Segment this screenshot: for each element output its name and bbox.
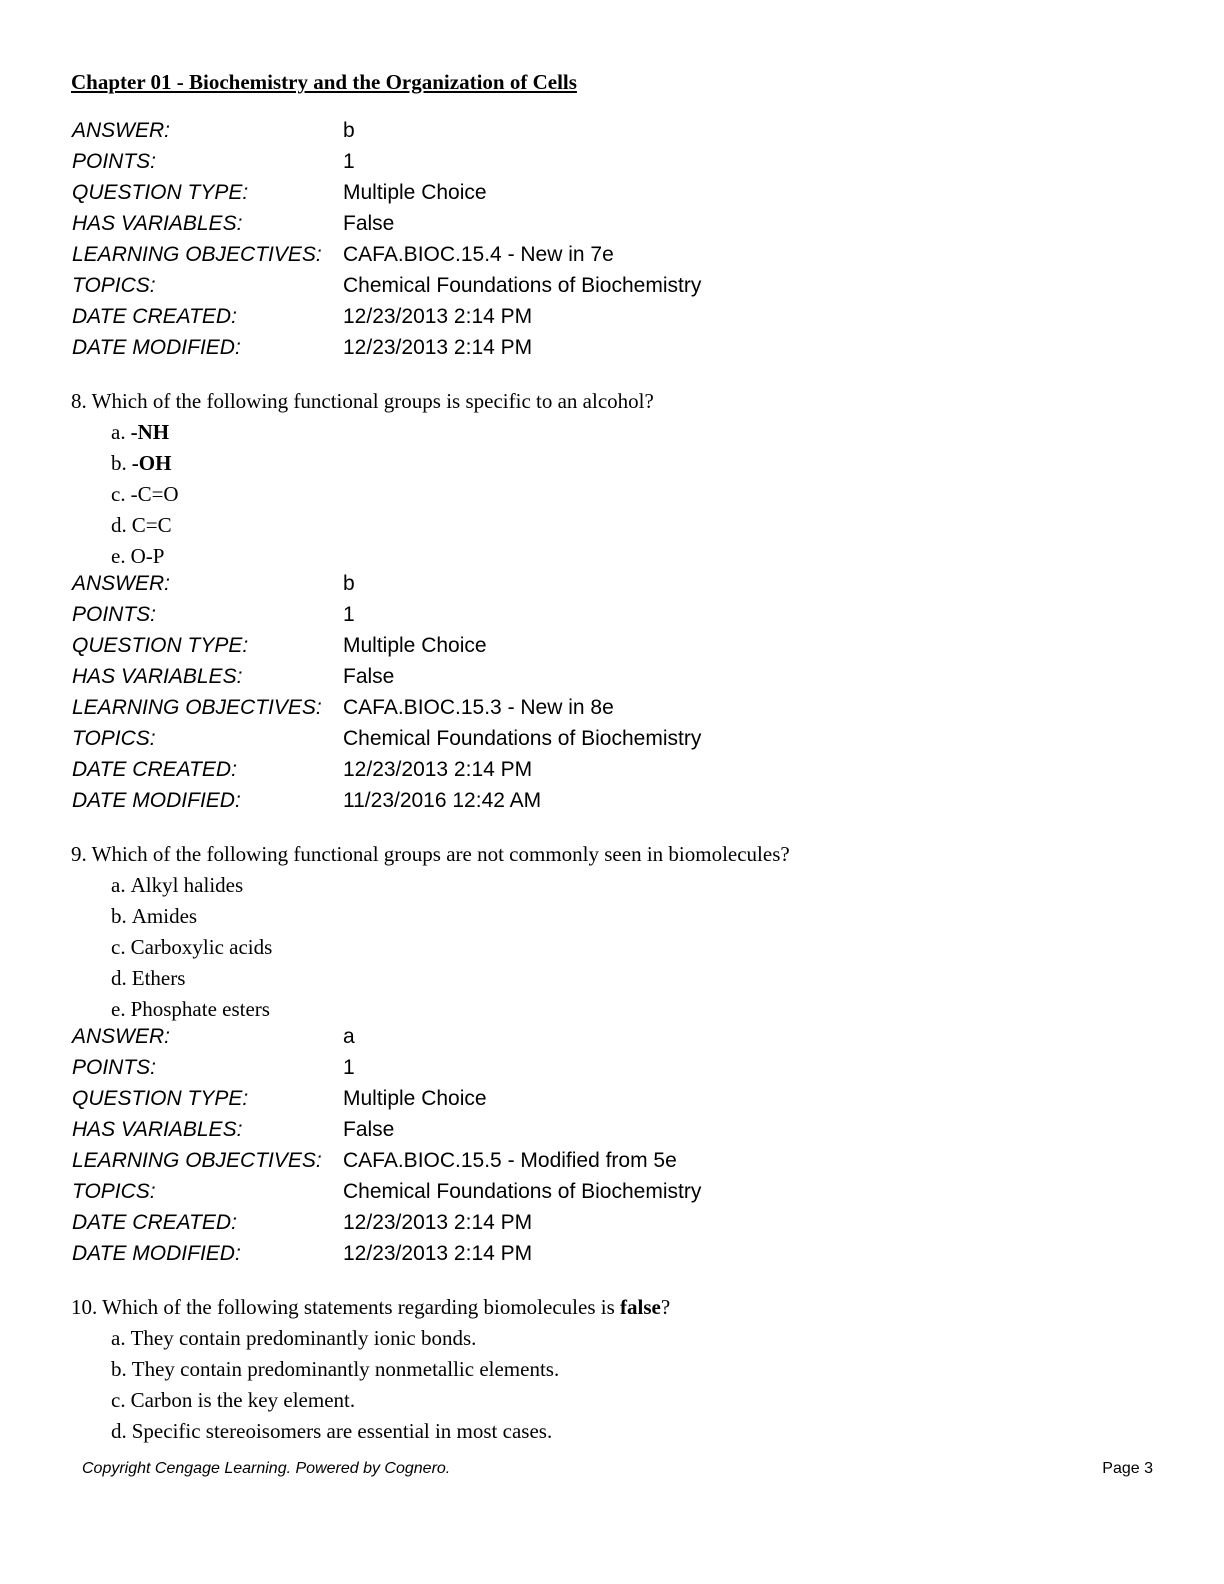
meta-row-answer <box>72 1021 832 1052</box>
choice-text: Ethers <box>131 966 186 990</box>
meta-row-learning-objectives <box>72 239 832 270</box>
choice-c <box>71 479 1151 510</box>
chapter-title: Chapter 01 - Biochemistry and the Organization of Cells <box>71 70 577 94</box>
choice-c <box>71 932 1151 963</box>
choice-letter: b. <box>111 451 127 475</box>
meta-value-date-modified: 11/23/2016 12:42 AM <box>343 789 542 812</box>
choice-text: O-P <box>130 544 165 568</box>
meta-row-answer <box>72 115 832 146</box>
meta-value-question-type: Multiple Choice <box>343 181 487 204</box>
meta-label: HAS VARIABLES: <box>72 1118 243 1141</box>
meta-value-answer: a <box>343 1025 355 1048</box>
meta-row-has-variables <box>72 208 832 239</box>
meta-value-question-type: Multiple Choice <box>343 1087 487 1110</box>
choice-text: Amides <box>131 904 198 928</box>
meta-label: DATE MODIFIED: <box>72 789 241 812</box>
question-stem-emphasis: false <box>620 1295 661 1319</box>
meta-row-has-variables <box>72 1114 832 1145</box>
meta-label: POINTS: <box>72 1056 157 1079</box>
meta-value-has-variables: False <box>343 212 395 235</box>
meta-row-date-modified <box>72 785 832 816</box>
meta-value-learning-objectives: CAFA.BIOC.15.5 - Modified from 5e <box>343 1149 677 1172</box>
meta-value-has-variables: False <box>343 665 395 688</box>
meta-value-learning-objectives: CAFA.BIOC.15.4 - New in 7e <box>343 243 614 266</box>
meta-row-date-created <box>72 301 832 332</box>
meta-row-date-created <box>72 754 832 785</box>
choice-b <box>71 901 1151 932</box>
meta-value-date-created: 12/23/2013 2:14 PM <box>343 1211 533 1234</box>
choice-letter: a. <box>111 420 126 444</box>
choice-d <box>71 963 1151 994</box>
meta-row-topics <box>72 270 832 301</box>
meta-label: ANSWER: <box>72 572 171 595</box>
meta-row-date-modified <box>72 1238 832 1269</box>
prev-question-metadata <box>72 115 832 363</box>
choice-d <box>71 1416 1151 1447</box>
choice-text: Carboxylic acids <box>130 935 273 959</box>
question-stem-suffix: ? <box>660 1295 671 1319</box>
choice-letter: a. <box>111 1326 126 1350</box>
meta-row-date-created <box>72 1207 832 1238</box>
meta-value-points: 1 <box>343 150 355 173</box>
meta-row-topics <box>72 1176 832 1207</box>
question-stem <box>71 1292 1151 1323</box>
meta-row-points <box>72 599 832 630</box>
meta-label: QUESTION TYPE: <box>72 634 249 657</box>
meta-label: TOPICS: <box>72 1180 156 1203</box>
meta-value-topics: Chemical Foundations of Biochemistry <box>343 727 702 750</box>
question-8-metadata <box>72 568 832 816</box>
meta-row-question-type <box>72 1083 832 1114</box>
choice-b <box>71 1354 1151 1385</box>
meta-value-points: 1 <box>343 1056 355 1079</box>
meta-label: DATE CREATED: <box>72 305 237 328</box>
meta-row-has-variables <box>72 661 832 692</box>
meta-label: LEARNING OBJECTIVES: <box>72 696 322 719</box>
choice-a <box>71 870 1151 901</box>
question-9-metadata <box>72 1021 832 1269</box>
choice-text: -OH <box>131 451 172 475</box>
choice-text: -NH <box>130 420 170 444</box>
meta-label: LEARNING OBJECTIVES: <box>72 1149 322 1172</box>
meta-row-points <box>72 146 832 177</box>
question-stem: 8. Which of the following functional groups is specific to an alcohol? <box>71 389 654 413</box>
meta-value-points: 1 <box>343 603 355 626</box>
choice-text: Alkyl halides <box>130 873 244 897</box>
meta-label: LEARNING OBJECTIVES: <box>72 243 322 266</box>
choice-c <box>71 1385 1151 1416</box>
meta-label: HAS VARIABLES: <box>72 665 243 688</box>
choice-text: Specific stereoisomers are essential in most cases. <box>131 1419 553 1443</box>
choice-text: -C=O <box>130 482 179 506</box>
meta-label: POINTS: <box>72 150 157 173</box>
meta-label: ANSWER: <box>72 1025 171 1048</box>
meta-label: DATE MODIFIED: <box>72 1242 241 1265</box>
choice-text: Phosphate esters <box>130 997 270 1021</box>
meta-value-topics: Chemical Foundations of Biochemistry <box>343 274 702 297</box>
choice-letter: c. <box>111 935 126 959</box>
meta-value-question-type: Multiple Choice <box>343 634 487 657</box>
meta-value-date-created: 12/23/2013 2:14 PM <box>343 305 533 328</box>
question-stem-prefix: 10. Which of the following statements regarding biomolecules is <box>71 1295 620 1319</box>
choice-text: They contain predominantly ionic bonds. <box>130 1326 477 1350</box>
meta-label: POINTS: <box>72 603 157 626</box>
choice-letter: e. <box>111 544 126 568</box>
choice-text: Carbon is the key element. <box>130 1388 356 1412</box>
meta-row-question-type <box>72 630 832 661</box>
meta-value-answer: b <box>343 572 355 595</box>
meta-row-learning-objectives <box>72 692 832 723</box>
meta-label: TOPICS: <box>72 274 156 297</box>
choice-b <box>71 448 1151 479</box>
choice-d <box>71 510 1151 541</box>
meta-label: ANSWER: <box>72 119 171 142</box>
meta-label: HAS VARIABLES: <box>72 212 243 235</box>
meta-value-date-modified: 12/23/2013 2:14 PM <box>343 1242 533 1265</box>
meta-label: QUESTION TYPE: <box>72 181 249 204</box>
meta-value-answer: b <box>343 119 355 142</box>
meta-row-date-modified <box>72 332 832 363</box>
choice-text: They contain predominantly nonmetallic elements. <box>131 1357 560 1381</box>
question-9 <box>71 839 1151 1025</box>
question-10 <box>71 1292 1151 1447</box>
question-8 <box>71 386 1151 572</box>
meta-value-date-created: 12/23/2013 2:14 PM <box>343 758 533 781</box>
meta-label: TOPICS: <box>72 727 156 750</box>
meta-value-date-modified: 12/23/2013 2:14 PM <box>343 336 533 359</box>
meta-value-topics: Chemical Foundations of Biochemistry <box>343 1180 702 1203</box>
choice-letter: d. <box>111 513 127 537</box>
meta-label: QUESTION TYPE: <box>72 1087 249 1110</box>
meta-label: DATE CREATED: <box>72 1211 237 1234</box>
meta-row-learning-objectives <box>72 1145 832 1176</box>
meta-row-answer <box>72 568 832 599</box>
choice-letter: c. <box>111 482 126 506</box>
choice-letter: b. <box>111 1357 127 1381</box>
choice-letter: d. <box>111 966 127 990</box>
meta-row-question-type <box>72 177 832 208</box>
choice-a <box>71 1323 1151 1354</box>
meta-row-points <box>72 1052 832 1083</box>
meta-value-has-variables: False <box>343 1118 395 1141</box>
page-number: Page 3 <box>1102 1460 1153 1477</box>
question-stem: 9. Which of the following functional groups are not commonly seen in biomolecules? <box>71 842 790 866</box>
choice-letter: e. <box>111 997 126 1021</box>
meta-label: DATE CREATED: <box>72 758 237 781</box>
footer-copyright: Copyright Cengage Learning. Powered by Cognero. <box>82 1460 451 1477</box>
choice-text: C=C <box>131 513 172 537</box>
choice-letter: d. <box>111 1419 127 1443</box>
choice-letter: b. <box>111 904 127 928</box>
choice-letter: a. <box>111 873 126 897</box>
meta-label: DATE MODIFIED: <box>72 336 241 359</box>
meta-row-topics <box>72 723 832 754</box>
choice-letter: c. <box>111 1388 126 1412</box>
meta-value-learning-objectives: CAFA.BIOC.15.3 - New in 8e <box>343 696 614 719</box>
choice-a <box>71 417 1151 448</box>
